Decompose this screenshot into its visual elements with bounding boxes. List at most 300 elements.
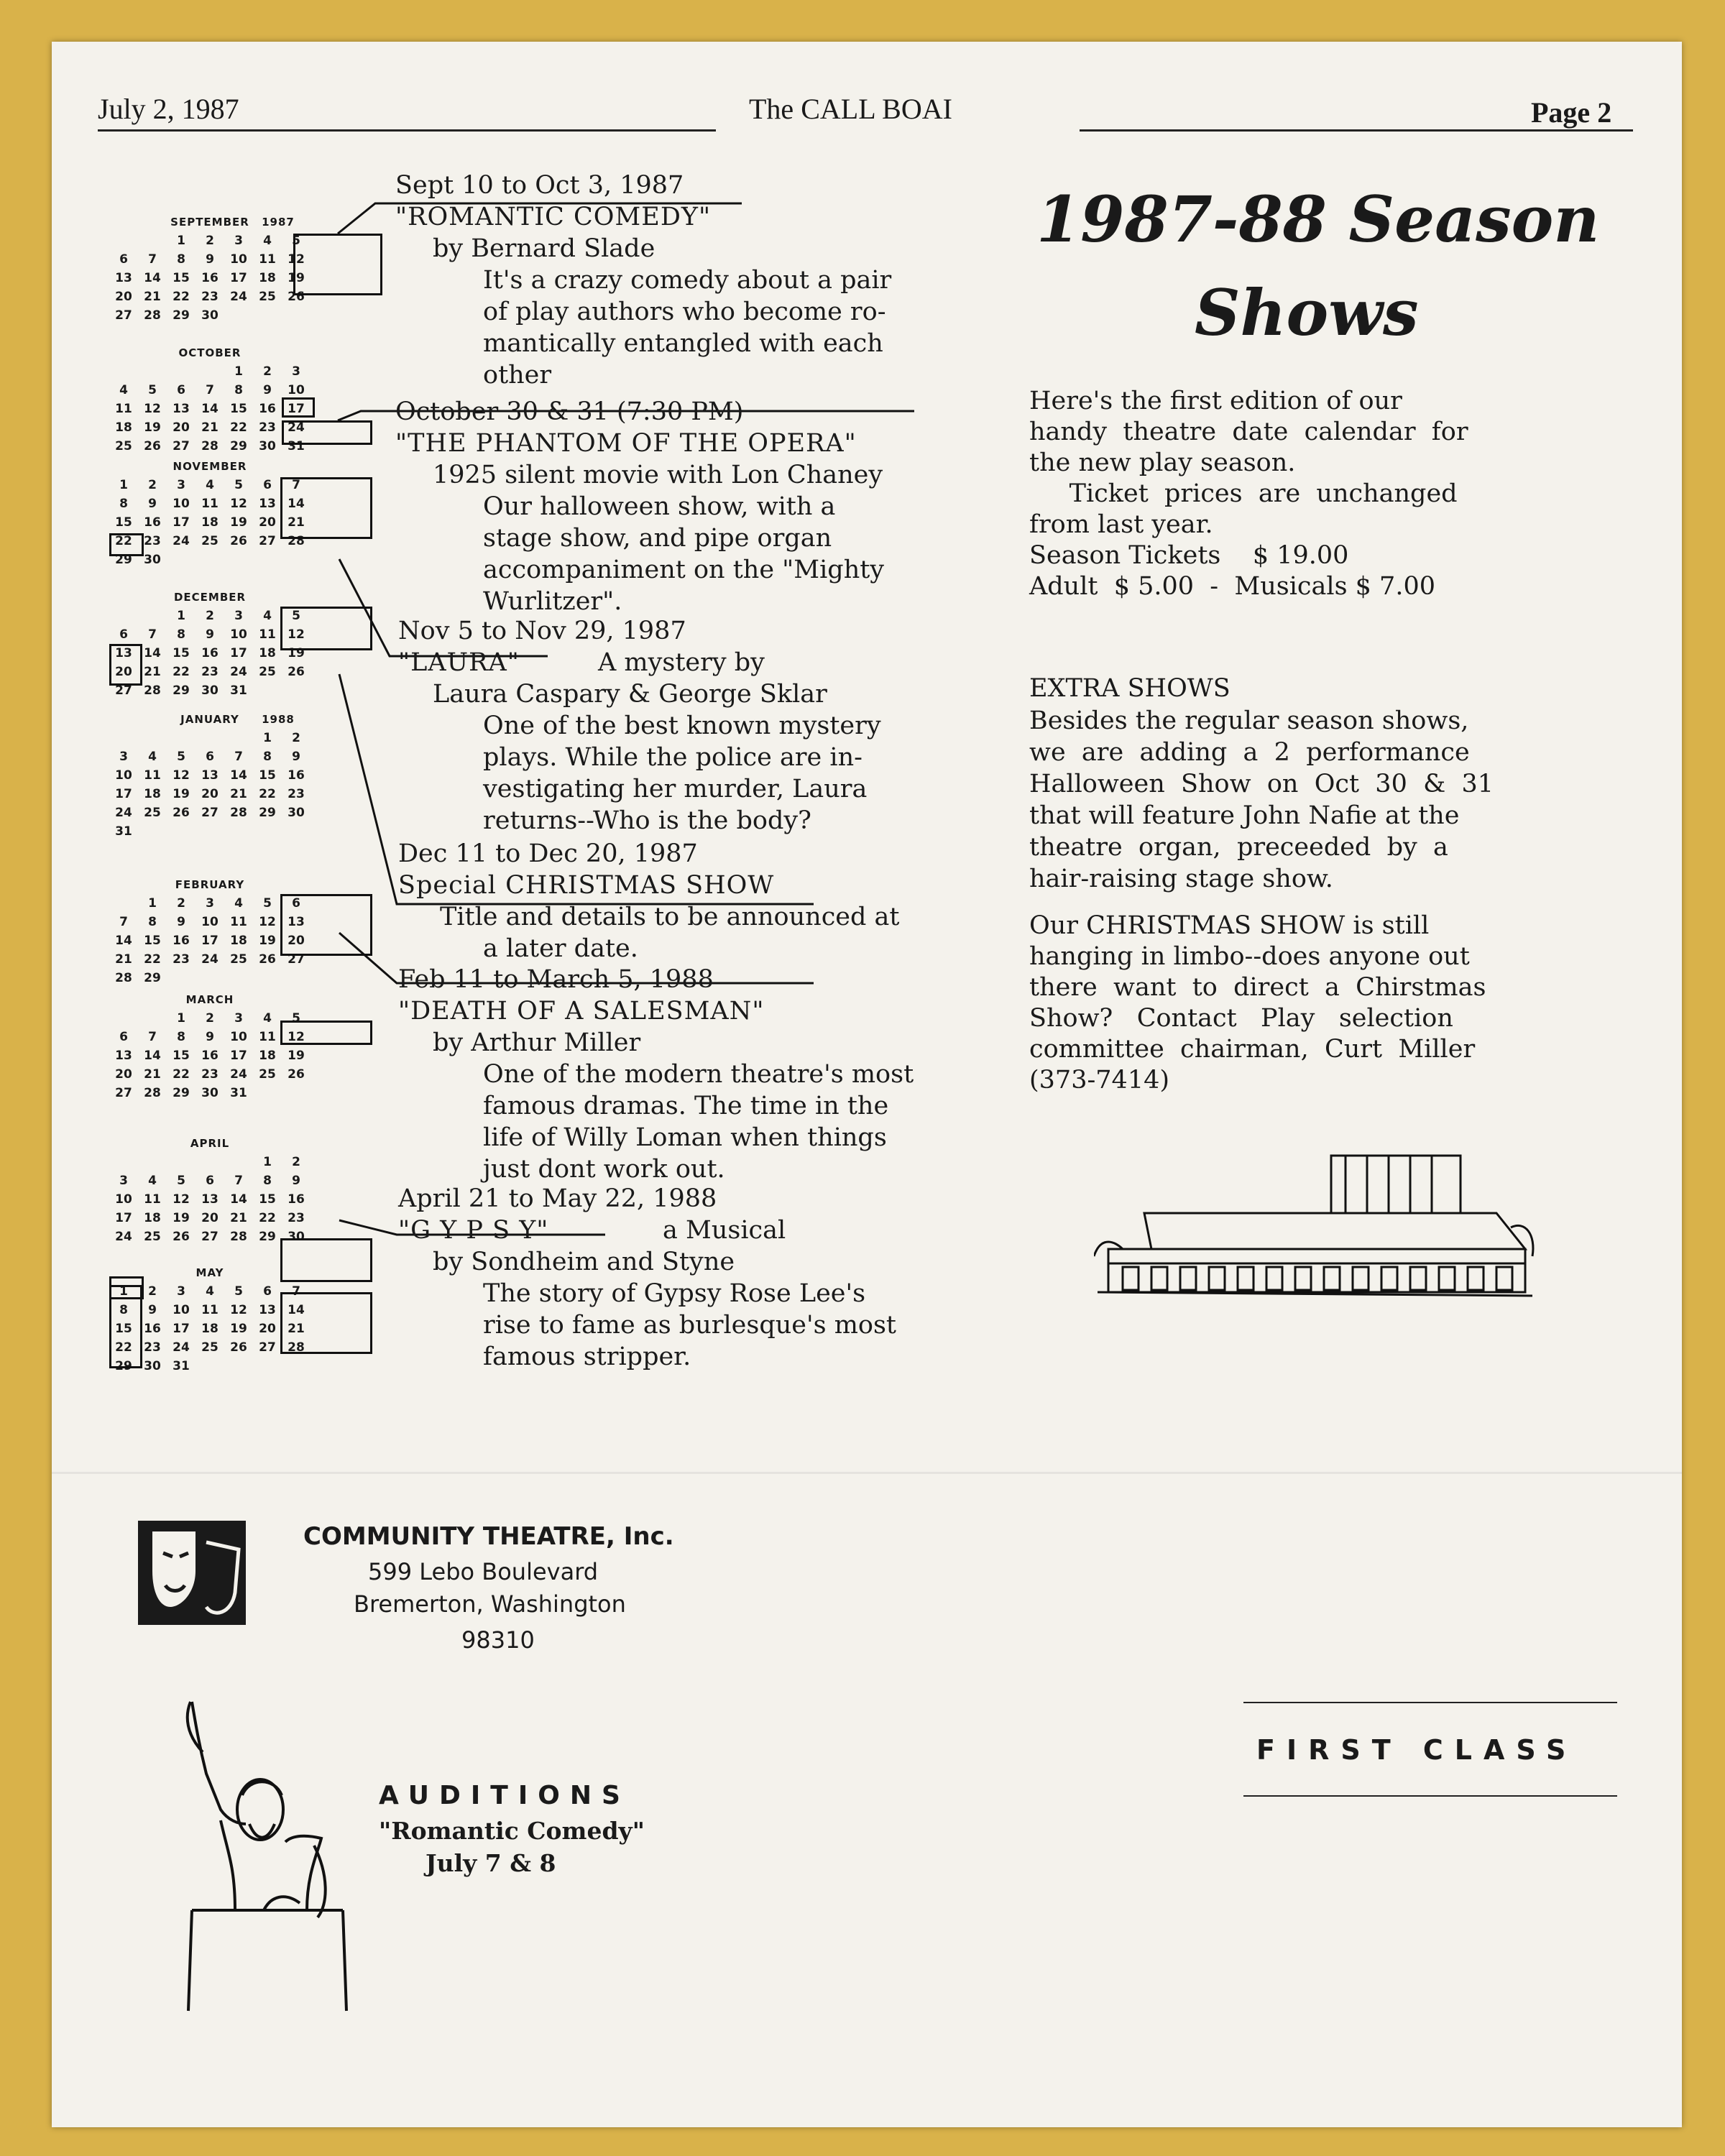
calendar-day: 28 [288, 1340, 305, 1355]
calendar-day: 16 [288, 1192, 305, 1207]
show-title: Special CHRISTMAS SHOW [398, 871, 775, 900]
calendar-day: 30 [288, 806, 305, 820]
season-intro-line: Season Tickets $ 19.00 [1029, 541, 1349, 570]
calendar-day: 23 [201, 1067, 218, 1082]
calendar-day: 4 [263, 234, 272, 248]
calendar-month-name: NOVEMBER [172, 460, 247, 473]
calendar-day: 15 [259, 768, 276, 783]
show-author: by Bernard Slade [433, 234, 656, 263]
calendar-day: 25 [201, 534, 218, 548]
calendar-day: 14 [230, 1192, 247, 1207]
calendar-day: 6 [263, 1284, 272, 1299]
calendar-day: 13 [201, 768, 218, 783]
auditions-heading: AUDITIONS [379, 1781, 630, 1810]
calendar-day: 4 [119, 383, 128, 397]
theatre-masks-logo [138, 1521, 246, 1628]
calendar-day: 26 [172, 1230, 190, 1244]
show-description-line: One of the modern theatre's most [483, 1060, 914, 1089]
calendar-day: 7 [148, 252, 157, 267]
calendar-day: 16 [144, 1322, 161, 1336]
calendar-day: 17 [115, 787, 132, 801]
show-author: Laura Caspary & George Sklar [433, 680, 827, 709]
extra-shows-line: we are adding a 2 performance [1029, 738, 1470, 767]
calendar-day: 20 [172, 420, 190, 435]
calendar-day: 1 [234, 364, 243, 379]
calendar-day: 10 [230, 252, 247, 267]
show-subtitle: A mystery by [598, 648, 765, 677]
show-description-line: other [483, 361, 552, 390]
calendar-day: 13 [115, 1049, 132, 1063]
calendar-day: 26 [288, 1067, 305, 1082]
calendar-day: 19 [172, 1211, 190, 1225]
show-description-line: returns--Who is the body? [483, 806, 811, 835]
calendar-day: 16 [172, 934, 190, 948]
calendar-day: 21 [288, 515, 305, 530]
calendar-day: 29 [144, 971, 161, 985]
calendar-day: 2 [148, 478, 157, 492]
calendar-day: 31 [115, 824, 132, 839]
season-title-line1: 1987-88 Season [1036, 182, 1600, 257]
calendar-day: 15 [172, 271, 190, 285]
season-intro-line: handy theatre date calendar for [1029, 418, 1468, 446]
newsletter-title: The CALL BOAI [749, 93, 952, 125]
calendar-day: 28 [230, 1230, 247, 1244]
show-description-line: famous stripper. [483, 1342, 691, 1371]
show-author: by Sondheim and Styne [433, 1248, 735, 1276]
calendar-day: 4 [206, 1284, 214, 1299]
calendar-day: 23 [144, 534, 161, 548]
calendar-day: 5 [177, 750, 185, 764]
calendar-day: 8 [119, 1303, 128, 1317]
calendar-day: 20 [259, 1322, 276, 1336]
extra-shows-line: hair-raising stage show. [1029, 865, 1333, 893]
christmas-note-line: committee chairman, Curt Miller [1029, 1035, 1476, 1064]
show-dates: April 21 to May 22, 1988 [398, 1184, 717, 1213]
calendar-day: 27 [172, 439, 190, 453]
calendar-day: 30 [144, 1359, 161, 1373]
calendar-day: 6 [119, 252, 128, 267]
show-dates: Sept 10 to Oct 3, 1987 [395, 171, 684, 200]
calendar-day: 20 [288, 934, 305, 948]
show-author: Title and details to be announced at [440, 903, 900, 931]
postage-class: FIRST CLASS [1256, 1734, 1578, 1766]
calendar-day: 11 [259, 252, 276, 267]
calendar-day: 22 [144, 952, 161, 967]
calendar-day: 14 [144, 271, 161, 285]
calendar-day: 15 [230, 402, 247, 416]
calendar-day: 3 [177, 478, 185, 492]
calendar-day: 7 [292, 1284, 300, 1299]
calendar-day: 9 [177, 915, 185, 929]
show-title: "THE PHANTOM OF THE OPERA" [395, 429, 857, 458]
calendar-day: 27 [115, 1086, 132, 1100]
christmas-note-line: there want to direct a Chirstmas [1029, 973, 1486, 1002]
calendar-day: 2 [148, 1284, 157, 1299]
calendar-day: 18 [259, 271, 276, 285]
extra-shows-line: Halloween Show on Oct 30 & 31 [1029, 770, 1494, 798]
calendar-day: 16 [201, 646, 218, 660]
calendar-day: 26 [230, 1340, 247, 1355]
calendar-day: 27 [259, 534, 276, 548]
calendar-day: 27 [201, 806, 218, 820]
calendar-day: 25 [115, 439, 132, 453]
calendar-day: 5 [234, 1284, 243, 1299]
calendar-day: 13 [259, 497, 276, 511]
calendar-day: 12 [230, 497, 247, 511]
christmas-note-line: hanging in limbo--does anyone out [1029, 942, 1470, 971]
calendar-day: 20 [115, 665, 132, 679]
calendar-day: 18 [144, 787, 161, 801]
header-rule-right [1080, 129, 1633, 132]
calendar-day: 13 [259, 1303, 276, 1317]
calendar-day: 5 [177, 1174, 185, 1188]
calendar-day: 26 [230, 534, 247, 548]
show-description-line: One of the best known mystery [483, 711, 881, 740]
calendar-day: 2 [177, 896, 185, 911]
calendar-day: 19 [144, 420, 161, 435]
calendar-day: 21 [201, 420, 218, 435]
calendar-day: 29 [230, 439, 247, 453]
calendar-day: 16 [201, 1049, 218, 1063]
calendar-day: 23 [288, 1211, 305, 1225]
calendar-day: 28 [144, 308, 161, 323]
calendar-day: 5 [292, 1011, 300, 1026]
show-title: "ROMANTIC COMEDY" [395, 203, 712, 231]
calendar-day: 17 [230, 271, 247, 285]
calendar-day: 3 [234, 1011, 243, 1026]
calendar-day: 29 [259, 1230, 276, 1244]
calendar-day: 23 [201, 665, 218, 679]
calendar-day: 15 [144, 934, 161, 948]
show-description-line: rise to fame as burlesque's most [483, 1311, 896, 1340]
calendar-day: 12 [259, 915, 276, 929]
calendar-day: 2 [292, 731, 300, 745]
newsletter-page [52, 42, 1682, 2127]
calendar-day: 7 [234, 1174, 243, 1188]
show-author: 1925 silent movie with Lon Chaney [433, 461, 883, 489]
show-description-line: plays. While the police are in- [483, 743, 862, 772]
calendar-day: 29 [172, 683, 190, 698]
calendar-month-name: OCTOBER [178, 346, 242, 359]
calendar-day: 25 [259, 665, 276, 679]
show-description-line: just dont work out. [483, 1155, 725, 1184]
calendar-day: 10 [201, 915, 218, 929]
show-subtitle: a Musical [663, 1216, 786, 1245]
calendar-day: 14 [115, 934, 132, 948]
calendar-day: 18 [144, 1211, 161, 1225]
calendar-day: 1 [263, 731, 272, 745]
org-name: COMMUNITY THEATRE, Inc. [303, 1522, 674, 1551]
calendar-day: 4 [148, 1174, 157, 1188]
calendar-day: 20 [259, 515, 276, 530]
calendar-day: 24 [115, 1230, 132, 1244]
season-intro-line: Ticket prices are unchanged [1029, 479, 1458, 508]
calendar-day: 25 [201, 1340, 218, 1355]
calendar-day: 31 [230, 683, 247, 698]
calendar-day: 1 [263, 1155, 272, 1169]
calendar-day: 2 [206, 234, 214, 248]
calendar-day: 22 [230, 420, 247, 435]
calendar-day: 2 [292, 1155, 300, 1169]
calendar-day: 8 [177, 252, 185, 267]
calendar-day: 9 [292, 750, 300, 764]
calendar-day: 3 [234, 609, 243, 623]
calendar-day: 22 [115, 534, 132, 548]
calendar-day: 31 [288, 439, 305, 453]
calendar-month-name: FEBRUARY [175, 878, 245, 891]
calendar-day: 27 [115, 683, 132, 698]
calendar-day: 3 [292, 364, 300, 379]
calendar-day: 7 [148, 1030, 157, 1044]
show-description-line: Wurlitzer". [483, 587, 622, 616]
calendar-day: 28 [115, 971, 132, 985]
calendar-month-name: SEPTEMBER [170, 216, 249, 229]
show-description-line: vestigating her murder, Laura [483, 775, 868, 803]
calendar-day: 12 [172, 768, 190, 783]
calendar-day: 9 [292, 1174, 300, 1188]
calendar-day: 9 [206, 1030, 214, 1044]
org-street: 599 Lebo Boulevard [368, 1558, 599, 1585]
calendar-day: 19 [288, 646, 305, 660]
calendar-day: 4 [148, 750, 157, 764]
show-description-line: life of Willy Loman when things [483, 1123, 887, 1152]
calendar-day: 21 [230, 787, 247, 801]
calendar-day: 8 [177, 1030, 185, 1044]
calendar-day: 26 [144, 439, 161, 453]
calendar-day: 19 [230, 515, 247, 530]
calendar-day: 14 [144, 1049, 161, 1063]
calendar-day: 15 [172, 1049, 190, 1063]
calendar-day: 30 [288, 1230, 305, 1244]
season-intro-line: Adult $ 5.00 - Musicals $ 7.00 [1029, 572, 1435, 601]
calendar-day: 12 [288, 1030, 305, 1044]
calendar-day: 7 [148, 627, 157, 642]
calendar-day: 3 [119, 750, 128, 764]
calendar-day: 23 [201, 290, 218, 304]
show-description-line: famous dramas. The time in the [483, 1092, 889, 1120]
calendar-day: 5 [263, 896, 272, 911]
calendar-day: 17 [230, 646, 247, 660]
calendar-day: 22 [172, 290, 190, 304]
calendar-day: 10 [115, 1192, 132, 1207]
calendar-day: 18 [259, 1049, 276, 1063]
calendar-day: 17 [115, 1211, 132, 1225]
calendar-day: 13 [115, 271, 132, 285]
calendar-year: 1988 [262, 713, 295, 726]
calendar-day: 22 [259, 787, 276, 801]
calendar-day: 28 [144, 1086, 161, 1100]
calendar-day: 17 [230, 1049, 247, 1063]
season-intro-line: the new play season. [1029, 448, 1296, 477]
calendar-day: 5 [234, 478, 243, 492]
calendar-day: 10 [230, 1030, 247, 1044]
calendar-day: 23 [172, 952, 190, 967]
calendar-day: 7 [119, 915, 128, 929]
show-dates: October 30 & 31 (7:30 PM) [395, 397, 744, 426]
calendar-month-name: MAY [196, 1266, 224, 1279]
calendar-day: 21 [230, 1211, 247, 1225]
calendar-day: 27 [115, 308, 132, 323]
show-description-line: of play authors who become ro- [483, 298, 886, 326]
calendar-day: 6 [177, 383, 185, 397]
calendar-day: 22 [115, 1340, 132, 1355]
calendar-day: 12 [288, 627, 305, 642]
pointing-man-illustration [178, 1695, 364, 2032]
calendar-day: 10 [172, 497, 190, 511]
calendar-month-name: DECEMBER [173, 591, 247, 604]
calendar-day: 3 [177, 1284, 185, 1299]
calendar-day: 21 [144, 290, 161, 304]
calendar-day: 21 [144, 1067, 161, 1082]
issue-date: July 2, 1987 [98, 93, 239, 125]
org-city: Bremerton, Washington [354, 1590, 626, 1618]
calendar-day: 21 [115, 952, 132, 967]
calendar-day: 21 [288, 1322, 305, 1336]
calendar-day: 25 [230, 952, 247, 967]
calendar-day: 15 [115, 515, 132, 530]
calendar-day: 18 [201, 1322, 218, 1336]
calendar-day: 1 [119, 478, 128, 492]
show-title: "DEATH OF A SALESMAN" [398, 997, 765, 1026]
season-title-line2: Shows [1195, 275, 1419, 350]
calendar-day: 9 [206, 252, 214, 267]
calendar-day: 28 [230, 806, 247, 820]
show-description-line: a later date. [483, 934, 638, 963]
calendar-day: 4 [263, 1011, 272, 1026]
calendar-day: 28 [144, 683, 161, 698]
calendar-day: 15 [259, 1192, 276, 1207]
calendar-day: 5 [148, 383, 157, 397]
calendar-day: 8 [148, 915, 157, 929]
calendar-day: 12 [230, 1303, 247, 1317]
calendar-day: 13 [201, 1192, 218, 1207]
calendar-day: 22 [172, 1067, 190, 1082]
calendar-day: 18 [201, 515, 218, 530]
calendar-day: 1 [177, 1011, 185, 1026]
calendar-day: 4 [206, 478, 214, 492]
calendar-day: 26 [288, 665, 305, 679]
calendar-day: 29 [259, 806, 276, 820]
show-description-line: accompaniment on the "Mighty [483, 556, 885, 584]
calendar-day: 11 [230, 915, 247, 929]
calendar-day: 8 [263, 750, 272, 764]
calendar-day: 24 [288, 420, 305, 435]
calendar-day: 5 [292, 234, 300, 248]
calendar-day: 30 [144, 553, 161, 567]
calendar-day: 29 [115, 1359, 132, 1373]
christmas-note-line: Our CHRISTMAS SHOW is still [1029, 911, 1430, 940]
calendar-day: 4 [263, 609, 272, 623]
calendar-day: 24 [115, 806, 132, 820]
calendar-day: 26 [259, 952, 276, 967]
postage-rule-bottom [1243, 1795, 1617, 1797]
auditions-show: "Romantic Comedy" [379, 1817, 645, 1845]
calendar-day: 18 [115, 420, 132, 435]
calendar-day: 3 [206, 896, 214, 911]
calendar-day: 13 [115, 646, 132, 660]
calendar-day: 25 [144, 1230, 161, 1244]
calendar-day: 7 [234, 750, 243, 764]
calendar-day: 24 [230, 1067, 247, 1082]
extra-shows-line: theatre organ, preceeded by a [1029, 833, 1448, 862]
calendar-day: 15 [115, 1322, 132, 1336]
calendar-year: 1987 [262, 216, 295, 229]
fold-line [52, 1472, 1682, 1474]
calendar-month-name: JANUARY [180, 713, 239, 726]
show-description-line: It's a crazy comedy about a pair [483, 266, 892, 295]
extra-shows-heading: EXTRA SHOWS [1029, 674, 1230, 703]
calendar-day: 17 [172, 515, 190, 530]
calendar-day: 3 [234, 234, 243, 248]
calendar-day: 1 [177, 609, 185, 623]
calendar-day: 11 [115, 402, 132, 416]
calendar-day: 27 [201, 1230, 218, 1244]
calendar-day: 17 [288, 402, 305, 416]
calendar-day: 19 [172, 787, 190, 801]
calendar-day: 5 [292, 609, 300, 623]
calendar-day: 20 [115, 290, 132, 304]
calendar-day: 31 [230, 1086, 247, 1100]
calendar-day: 12 [144, 402, 161, 416]
calendar-day: 28 [201, 439, 218, 453]
calendar-day: 13 [288, 915, 305, 929]
calendar-day: 14 [144, 646, 161, 660]
extra-shows-line: that will feature John Nafie at the [1029, 801, 1460, 830]
calendar-day: 17 [201, 934, 218, 948]
calendar-day: 11 [201, 1303, 218, 1317]
calendar-month-name: APRIL [190, 1137, 230, 1150]
calendar-day: 27 [259, 1340, 276, 1355]
show-dates: Feb 11 to March 5, 1988 [398, 965, 714, 994]
calendar-day: 29 [115, 553, 132, 567]
show-dates: Dec 11 to Dec 20, 1987 [398, 839, 698, 868]
show-description-line: stage show, and pipe organ [483, 524, 832, 553]
season-intro-line: from last year. [1029, 510, 1213, 539]
calendar-day: 6 [119, 1030, 128, 1044]
calendar-day: 6 [206, 750, 214, 764]
calendar-day: 11 [201, 497, 218, 511]
calendar-day: 16 [288, 768, 305, 783]
calendar-day: 19 [259, 934, 276, 948]
show-title: "G Y P S Y" [398, 1216, 549, 1245]
calendar-day: 9 [148, 1303, 157, 1317]
calendar-day: 9 [206, 627, 214, 642]
season-intro-line: Here's the first edition of our [1029, 387, 1402, 415]
christmas-note-line: (373-7414) [1029, 1066, 1170, 1095]
postage-rule-top [1243, 1702, 1617, 1703]
calendar-day: 20 [115, 1067, 132, 1082]
calendar-day: 25 [259, 290, 276, 304]
calendar-day: 12 [288, 252, 305, 267]
extra-shows-line: Besides the regular season shows, [1029, 706, 1469, 735]
calendar-day: 6 [292, 896, 300, 911]
calendar-day: 24 [172, 1340, 190, 1355]
calendar-day: 20 [201, 787, 218, 801]
calendar-day: 17 [172, 1322, 190, 1336]
calendar-day: 24 [230, 665, 247, 679]
calendar-day: 19 [288, 271, 305, 285]
calendar-day: 3 [119, 1174, 128, 1188]
calendar-day: 27 [288, 952, 305, 967]
calendar-day: 14 [230, 768, 247, 783]
calendar-day: 16 [144, 515, 161, 530]
calendar-day: 1 [148, 896, 157, 911]
calendar-month-name: MARCH [185, 993, 234, 1006]
calendar-day: 6 [263, 478, 272, 492]
calendar-day: 30 [201, 683, 218, 698]
calendar-day: 19 [230, 1322, 247, 1336]
calendar-day: 16 [201, 271, 218, 285]
